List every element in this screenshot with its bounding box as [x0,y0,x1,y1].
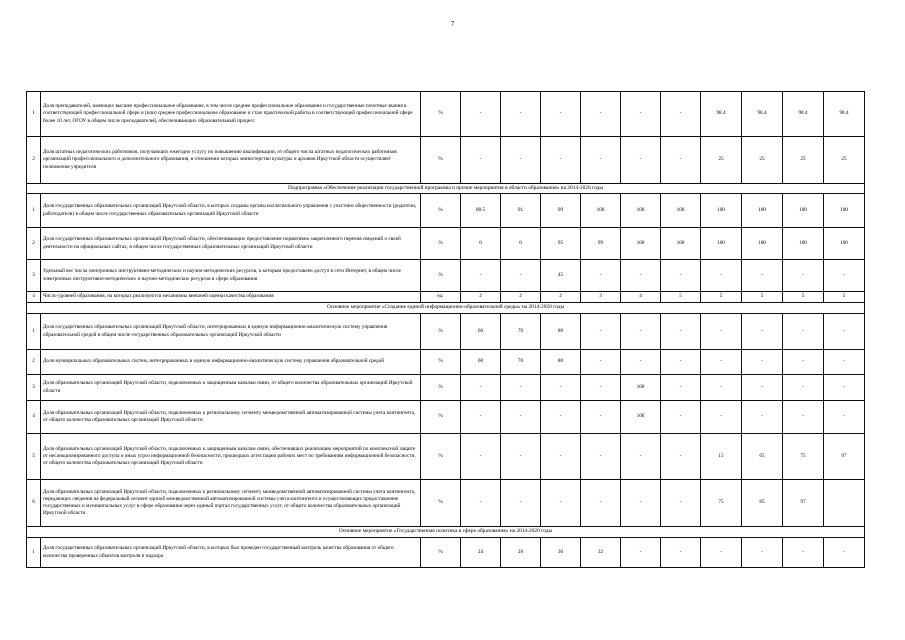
value-cell: 28 [501,538,541,568]
value-cell: - [501,92,541,137]
value-cell: 70 [501,314,541,350]
value-cell: 88.5 [461,194,501,228]
value-cell: - [621,92,661,137]
table-row [27,228,865,260]
value-cell: 100 [661,228,701,260]
value-cell: - [701,375,742,401]
value-cell: - [661,375,701,401]
indicator-name: Удельный вес числа электронных инструктивно-методических и научно-методических ресурсов, к которым предоставлен доступ в сети Интернет, в общем числе электронных инструктивно-методических и научно-методических ресурсов в сфере образования [41,260,421,292]
value-cell: - [581,375,621,401]
value-cell: - [461,480,501,527]
indicator-name: Доля муниципальных образовательных систем, интегрированных в единую информационно-аналитическую систему управления образовательной средой [41,350,421,375]
value-cell: 5 [661,292,701,303]
value-cell: 5 [783,292,824,303]
value-cell: - [541,375,581,401]
value-cell: - [541,137,581,184]
section-header: Подпрограмма «Обеспечение реализации государственной программы и прочие мероприятия в области образования» на 2014-2020 годы [27,184,865,194]
value-cell: 5 [824,292,865,303]
value-cell: 98.4 [824,92,865,137]
indicator-name: Доля образовательных организаций Иркутской области, подключенных к защищенным каналам связи, от общего количества образовательных организаций Иркутской области [41,375,421,401]
value-cell: 100 [621,228,661,260]
value-cell: - [701,401,742,434]
value-cell: 99 [541,194,581,228]
value-cell: 97 [824,434,865,480]
value-cell: 98.4 [742,92,783,137]
value-cell: 45 [541,260,581,292]
table-row [27,314,865,350]
value-cell: - [581,314,621,350]
row-number: 3 [27,260,41,292]
value-cell: 5 [701,292,742,303]
value-cell: 24 [461,538,501,568]
row-number: 1 [27,538,41,568]
value-cell: 100 [581,194,621,228]
value-cell: 5 [742,292,783,303]
section-header: Основное мероприятие «Создание единой информационно-образовательной среды» на 2014-2020 годы [27,303,865,314]
value-cell: 80 [541,350,581,375]
value-cell: - [661,538,701,568]
value-cell: - [661,434,701,480]
value-cell: - [742,314,783,350]
value-cell: - [701,538,742,568]
row-number: 4 [27,401,41,434]
unit-cell: % [421,350,461,375]
row-number: 1 [27,194,41,228]
value-cell: - [501,434,541,480]
value-cell: - [742,538,783,568]
table-row [27,292,865,303]
row-number: 2 [27,228,41,260]
value-cell: - [621,260,661,292]
value-cell: 100 [701,228,742,260]
value-cell: - [701,260,742,292]
value-cell: - [661,350,701,375]
value-cell: 25 [742,137,783,184]
value-cell: - [661,314,701,350]
table-row [27,375,865,401]
value-cell: - [581,260,621,292]
row-number: 1 [27,314,41,350]
indicator-name: Доля преподавателей, имеющих высшее профессиональное образование, в том числе среднее профессиональное образование и государственные почетные звания в соответствующей профессиональной сфере и (или) среднее профессиональное образование и стаж практической работы в соответствующей профессиональной сфере более 10 лет, ОГОУ в общем числе преподавателей, обеспечивающих образовательный процесс [41,92,421,137]
value-cell: 0 [461,228,501,260]
value-cell: - [783,401,824,434]
row-number: 2 [27,350,41,375]
value-cell: - [621,314,661,350]
value-cell: - [824,314,865,350]
value-cell: 100 [742,228,783,260]
value-cell: - [501,375,541,401]
value-cell: - [541,401,581,434]
value-cell: 100 [824,194,865,228]
value-cell: - [783,538,824,568]
row-number: 4 [27,292,41,303]
value-cell: 100 [742,194,783,228]
table-row [27,92,865,137]
indicator-name: Доля государственных образовательных организаций Иркутской области, в которых созданы органы коллегиального управления с участием общественности (родители, работодатели) в общем числе государственных образовательных организаций Иркутской области [41,194,421,228]
value-cell: - [742,375,783,401]
indicator-name: Доля государственных образовательных организаций Иркутской области, интегрированных в единую информационно-аналитическую систему управления образовательной средой в общем числе государственных образовательных организаций Иркутской области [41,314,421,350]
value-cell [824,480,865,527]
value-cell: - [621,480,661,527]
table-row [27,538,865,568]
indicator-name: Доля образовательных организаций Иркутской области, подключенных к региональному сегменту межведомственной автоматизированной системы учета контингента, передающих сведения на федеральный сегмент единой межведомственной автоматизированной системы учета контингента и осуществляющих предоставление государственных и муниципальных услуг в сфере образования через единый портал государственных услуг, от общего количества образовательных организаций Иркутской области [41,480,421,527]
unit-cell: % [421,314,461,350]
unit-cell: % [421,480,461,527]
value-cell: 98.4 [783,92,824,137]
value-cell: 25 [701,137,742,184]
unit-cell: % [421,434,461,480]
value-cell: 100 [621,401,661,434]
value-cell: - [581,480,621,527]
value-cell: 100 [621,194,661,228]
value-cell: 100 [783,228,824,260]
indicator-name: Доля государственных образовательных организаций Иркутской области, в которых был проведен государственный контроль качества образования от общего количества проверенных объектов контроля и надзора [41,538,421,568]
table-row [27,350,865,375]
value-cell: - [742,260,783,292]
value-cell: 95 [541,228,581,260]
section-header-row [27,527,865,538]
value-cell: - [581,401,621,434]
value-cell: 75 [783,434,824,480]
row-number: 1 [27,92,41,137]
value-cell: - [581,137,621,184]
unit-cell: % [421,228,461,260]
table-row [27,137,865,184]
value-cell: - [461,260,501,292]
value-cell: 65 [742,434,783,480]
value-cell: 0 [501,228,541,260]
value-cell: - [501,480,541,527]
value-cell: - [461,434,501,480]
page-number: 7 [450,20,455,28]
row-number: 6 [27,480,41,527]
value-cell: 91 [501,194,541,228]
table-row [27,194,865,228]
value-cell: - [581,434,621,480]
indicator-name: Доля государственных образовательных организаций Иркутской области, обеспечивающих предоставление нормативно закрепленного перечня сведений о своей деятельности на официальных сайтах, в общем числе государственных образовательных организаций Иркутской области [41,228,421,260]
value-cell: 3 [581,292,621,303]
section-header-row [27,184,865,194]
value-cell: 2 [541,292,581,303]
value-cell: - [541,480,581,527]
value-cell: - [661,137,701,184]
table-row [27,260,865,292]
value-cell: 100 [661,194,701,228]
value-cell: 2 [501,292,541,303]
value-cell: 25 [824,137,865,184]
value-cell: 99 [581,228,621,260]
value-cell: - [581,92,621,137]
unit-cell: % [421,401,461,434]
value-cell: 98.4 [701,92,742,137]
unit-cell: % [421,194,461,228]
value-cell: - [742,401,783,434]
value-cell: - [824,401,865,434]
row-number: 2 [27,137,41,184]
value-cell: 4 [621,292,661,303]
indicator-name: Число уровней образования, на которых реализуются механизмы внешней оценки качества образования [41,292,421,303]
value-cell: 32 [581,538,621,568]
value-cell: - [661,92,701,137]
value-cell: - [461,92,501,137]
value-cell: - [783,314,824,350]
value-cell: - [621,350,661,375]
value-cell: 97 [783,480,824,527]
table-row [27,401,865,434]
value-cell: - [541,92,581,137]
value-cell: - [501,260,541,292]
indicator-name: Доля штатных педагогических работников, получающих ежегодно услугу по повышению квалификации, от общего числа штатных педагогических работников организаций профессионального и дополнительного образования, в отношении которых министерство культуры и архивов Иркутской области осуществляет полномочия учредителя [41,137,421,184]
value-cell: - [701,314,742,350]
value-cell: - [621,538,661,568]
value-cell: 15 [701,434,742,480]
row-number: 5 [27,434,41,480]
value-cell: 70 [501,350,541,375]
unit-cell: % [421,137,461,184]
row-number: 3 [27,375,41,401]
value-cell: 60 [461,314,501,350]
unit-cell: % [421,538,461,568]
indicator-name: Доля образовательных организаций Иркутской области, подключенных к защищенным каналам связи, обеспечивших реализацию мероприятий по комплексной защите от несанкционированного доступа и иных угроз информационной безопасности, прошедших аттестацию рабочих мест по требованиям информационной безопасности, от общего количества образовательных организаций Иркутской области [41,434,421,480]
unit-cell: ед. [421,292,461,303]
table-row [27,434,865,480]
value-cell: - [461,401,501,434]
unit-cell: % [421,375,461,401]
value-cell: 75 [701,480,742,527]
value-cell: - [541,434,581,480]
value-cell: - [461,375,501,401]
value-cell: 100 [701,194,742,228]
value-cell: - [701,350,742,375]
value-cell: 100 [824,228,865,260]
section-header-row [27,303,865,314]
unit-cell: % [421,92,461,137]
value-cell: - [501,137,541,184]
value-cell: 85 [742,480,783,527]
value-cell: - [824,350,865,375]
value-cell: - [824,260,865,292]
value-cell: 2 [461,292,501,303]
value-cell: 30 [541,538,581,568]
value-cell: - [501,401,541,434]
table-row [27,480,865,527]
value-cell: 60 [461,350,501,375]
indicator-name: Доля образовательных организаций Иркутской области, подключенных к региональному сегменту межведомственной автоматизированной системы учета контингента, от общего количества образовательных организаций Иркутской области [41,401,421,434]
value-cell: - [661,401,701,434]
value-cell: - [783,350,824,375]
value-cell: 100 [783,194,824,228]
value-cell: - [581,350,621,375]
value-cell: - [661,260,701,292]
value-cell: - [461,137,501,184]
value-cell: 25 [783,137,824,184]
value-cell: - [621,137,661,184]
value-cell: - [824,538,865,568]
value-cell: - [783,375,824,401]
indicator-table [26,91,865,568]
value-cell: - [824,375,865,401]
value-cell: - [783,260,824,292]
value-cell: - [661,480,701,527]
section-header: Основное мероприятие «Государственная политика в сфере образования» на 2014-2020 годы [27,527,865,538]
value-cell: - [742,350,783,375]
unit-cell: % [421,260,461,292]
value-cell: 100 [621,375,661,401]
value-cell: 80 [541,314,581,350]
value-cell: - [621,434,661,480]
